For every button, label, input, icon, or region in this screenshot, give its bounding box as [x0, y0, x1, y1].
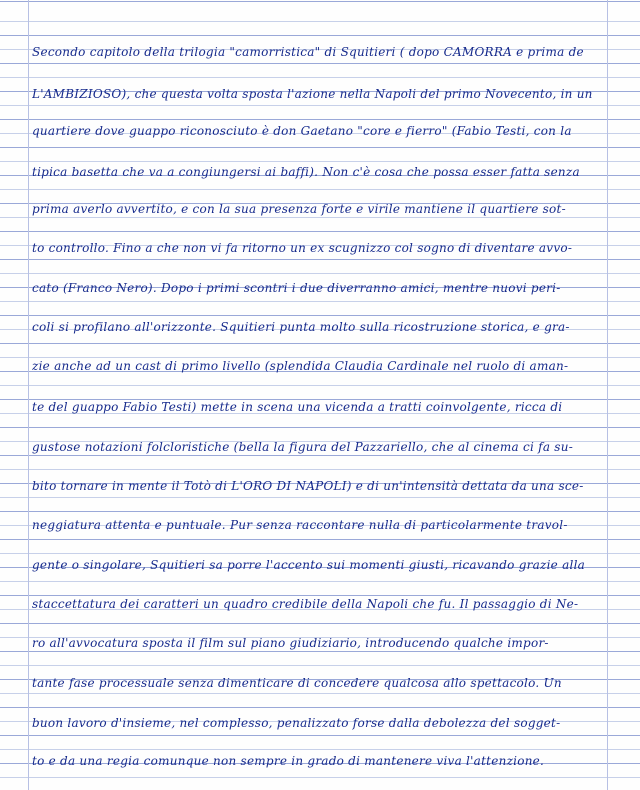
- text-line: cato (Franco Nero). Dopo i primi scontri i due diverranno amici, mentre nuovi peri-: [32, 281, 561, 295]
- text-line: te del guappo Fabio Testi) mette in scena una vicenda a tratti coinvolgente, ricca di: [32, 400, 563, 414]
- text-line: neggiatura attenta e puntuale. Pur senza raccontare nulla di particolarmente travol-: [32, 518, 568, 532]
- text-line: to controllo. Fino a che non vi fa ritorno un ex scugnizzo col sogno di diventare avvo-: [32, 241, 573, 255]
- text-line: bito tornare in mente il Totò di L'ORO DI NAPOLI) e di un'intensità dettata da una sce-: [32, 479, 584, 493]
- text-line: coli si profilano all'orizzonte. Squitieri punta molto sulla ricostruzione storica, e gra-: [32, 320, 570, 334]
- text-line: gustose notazioni folcloristiche (bella la figura del Pazzariello, che al cinema ci fa su-: [32, 440, 574, 454]
- text-line: quartiere dove guappo riconosciuto è don Gaetano "core e fierro" (Fabio Testi, con la: [32, 124, 572, 138]
- text-line: Secondo capitolo della trilogia "camorristica" di Squitieri ( dopo CAMORRA e prima de: [32, 45, 584, 59]
- text-line: zie anche ad un cast di primo livello (splendida Claudia Cardinale nel ruolo di aman-: [32, 359, 569, 373]
- text-line: staccettatura dei caratteri un quadro credibile della Napoli che fu. Il passaggio di Ne-: [32, 597, 579, 611]
- text-line: L'AMBIZIOSO), che questa volta sposta l'azione nella Napoli del primo Novecento, in un: [32, 87, 593, 101]
- text-line: ro all'avvocatura sposta il film sul piano giudiziario, introducendo qualche impor-: [32, 636, 549, 650]
- text-line: tante fase processuale senza dimenticare di concedere qualcosa allo spettacolo. Un: [32, 676, 562, 690]
- text-line: buon lavoro d'insieme, nel complesso, penalizzato forse dalla debolezza del sogget-: [32, 716, 561, 730]
- text-line: prima averlo avvertito, e con la sua presenza forte e virile mantiene il quartiere sot-: [32, 202, 566, 216]
- text-line: gente o singolare, Squitieri sa porre l'accento sui momenti giusti, ricavando grazie alla: [32, 558, 586, 572]
- text-line: to e da una regia comunque non sempre in grado di mantenere viva l'attenzione.: [32, 754, 545, 768]
- text-line: tipica basetta che va a congiungersi ai baffi). Non c'è cosa che possa esser fatta senza: [32, 165, 580, 179]
